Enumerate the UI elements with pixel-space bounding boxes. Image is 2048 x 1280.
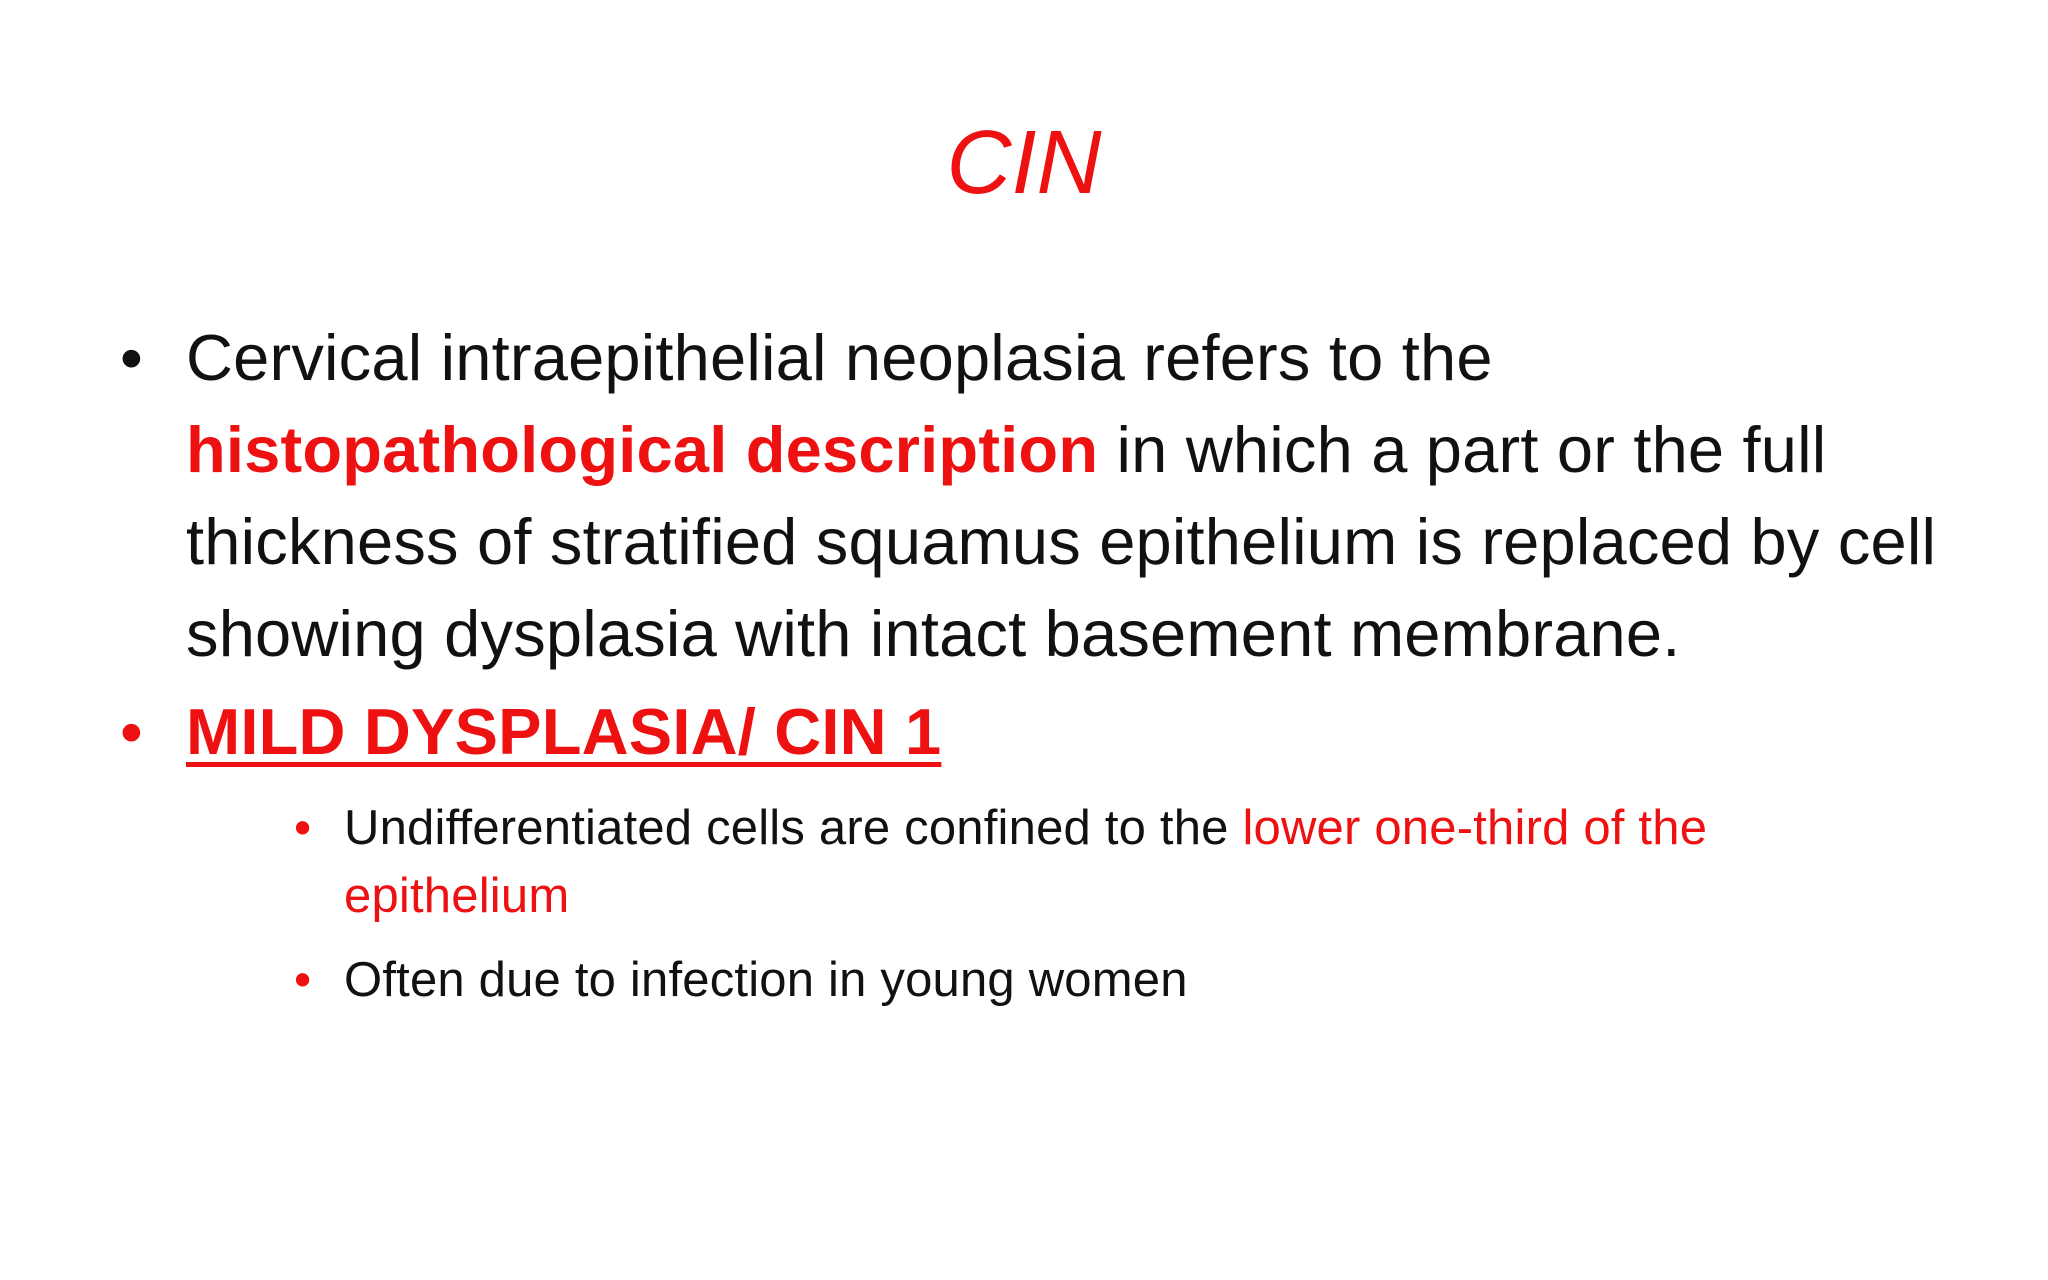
sub-bullet-list	[186, 794, 1980, 1014]
slide-title: CIN	[946, 113, 1102, 213]
sub-bullet-text: Undifferentiated cells are confined to the	[344, 801, 1243, 855]
sub-bullet-dot: •	[294, 953, 312, 1007]
mild-dysplasia-heading: MILD DYSPLASIA/ CIN 1	[186, 695, 942, 768]
bullet-dot: •	[120, 695, 143, 768]
definition-text-end: in which a part or the full thickness of stratified squamus epithelium is replaced by cell showing dysplasia with intact basement membrane.	[186, 413, 1937, 670]
sub-bullet-undifferentiated	[294, 794, 1864, 930]
definition-text-start: Cervical intraepithelial neoplasia refers to the	[186, 321, 1493, 394]
bullet-list	[120, 312, 1980, 1030]
sub-bullet-infection	[294, 946, 1864, 1014]
sub-bullet-highlight: lower one-third of the epithelium	[344, 801, 1708, 923]
bullet-dot: •	[120, 321, 143, 394]
sub-bullet-dot: •	[294, 801, 312, 855]
sub-bullet-text: Often due to infection in young women	[344, 953, 1188, 1007]
bullet-definition	[120, 312, 1980, 680]
bullet-mild-dysplasia	[120, 686, 1980, 1014]
definition-highlight: histopathological description	[186, 413, 1099, 486]
